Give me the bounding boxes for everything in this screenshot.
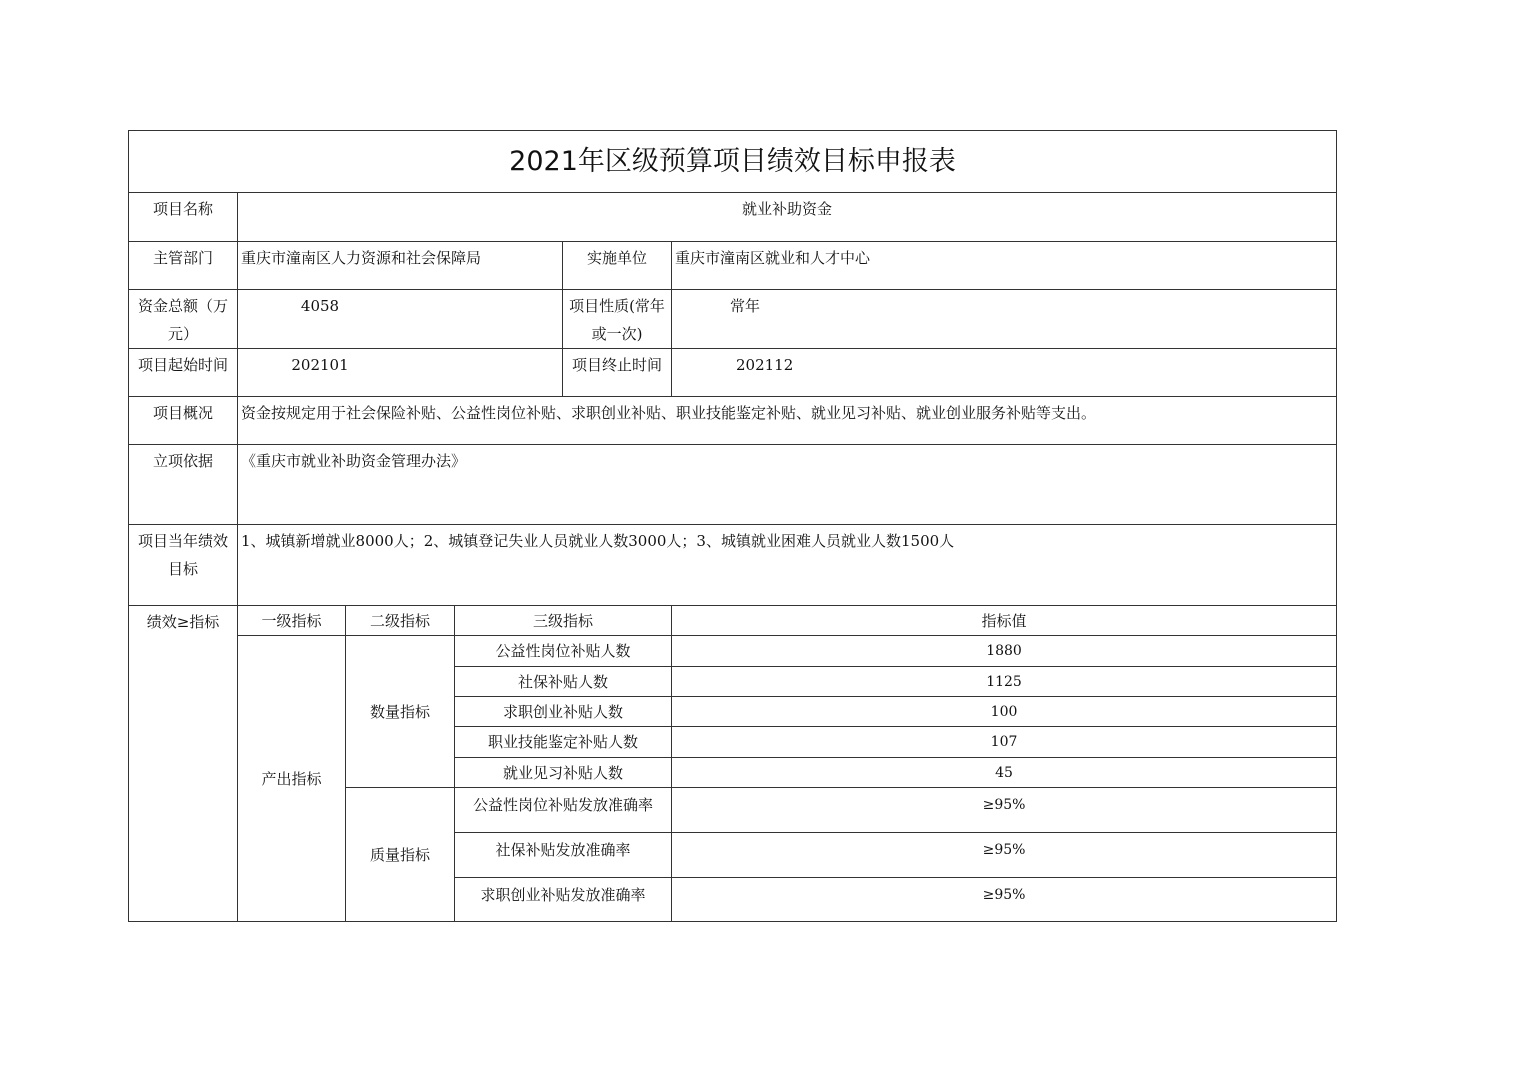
end-time-label: 项目终止时间 [563, 349, 672, 397]
indicator-value: 1880 [672, 636, 1337, 667]
funds-label [129, 290, 238, 349]
nature-label [563, 290, 672, 349]
annual-target-label [129, 525, 238, 606]
start-time-value: 202101 [238, 349, 563, 397]
indicator-name: 社保补贴发放准确率 [455, 833, 672, 878]
basis-value: 《重庆市就业补助资金管理办法》 [238, 445, 1337, 525]
indicator-value: ≥95% [672, 788, 1337, 833]
dept-label: 主管部门 [129, 242, 238, 290]
overview-value: 资金按规定用于社会保险补贴、公益性岗位补贴、求职创业补贴、职业技能鉴定补贴、就业见习补贴、就业创业服务补贴等支出。 [238, 397, 1337, 445]
indicator-value: 100 [672, 697, 1337, 727]
project-name-label: 项目名称 [129, 193, 238, 242]
indicator-name: 求职创业补贴人数 [455, 697, 672, 727]
dept-value: 重庆市潼南区人力资源和社会保障局 [238, 242, 563, 290]
nature-label-line2: 或一次) [591, 325, 643, 343]
indicator-value: 1125 [672, 667, 1337, 697]
level2-quantity: 数量指标 [346, 636, 455, 788]
level2-quality: 质量指标 [346, 788, 455, 922]
indicator-value: 107 [672, 727, 1337, 758]
header-value: 指标值 [672, 606, 1337, 636]
indicator-value: ≥95% [672, 878, 1337, 922]
header-level2: 二级指标 [346, 606, 455, 636]
level1-output: 产出指标 [238, 636, 346, 922]
indicator-name: 公益性岗位补贴人数 [455, 636, 672, 667]
indicator-name: 职业技能鉴定补贴人数 [455, 727, 672, 758]
funds-value: 4058 [238, 290, 563, 349]
funds-label-line2: 元） [167, 325, 198, 343]
indicator-value: 45 [672, 758, 1337, 788]
indicator-name: 公益性岗位补贴发放准确率 [455, 788, 672, 833]
impl-unit-value: 重庆市潼南区就业和人才中心 [672, 242, 1337, 290]
impl-unit-label: 实施单位 [563, 242, 672, 290]
annual-target-label-line1: 项目当年绩效 [137, 532, 228, 550]
header-level3: 三级指标 [455, 606, 672, 636]
nature-label-line1: 项目性质(常年 [569, 297, 665, 315]
overview-label: 项目概况 [129, 397, 238, 445]
indicator-value: ≥95% [672, 833, 1337, 878]
end-time-value: 202112 [672, 349, 1337, 397]
project-name-value: 就业补助资金 [238, 193, 1337, 242]
header-level1: 一级指标 [238, 606, 346, 636]
indicator-section-label: 绩效≥指标 [129, 606, 238, 922]
indicator-name: 求职创业补贴发放准确率 [455, 878, 672, 922]
basis-label: 立项依据 [129, 445, 238, 525]
indicator-name: 就业见习补贴人数 [455, 758, 672, 788]
annual-target-label-line2: 目标 [167, 560, 198, 578]
start-time-label: 项目起始时间 [129, 349, 238, 397]
performance-target-table [128, 130, 1337, 922]
nature-value: 常年 [672, 290, 1337, 349]
indicator-name: 社保补贴人数 [455, 667, 672, 697]
page-title: 2021年区级预算项目绩效目标申报表 [129, 131, 1337, 193]
funds-label-line1: 资金总额（万 [137, 297, 228, 315]
annual-target-value: 1、城镇新增就业8000人；2、城镇登记失业人员就业人数3000人；3、城镇就业困难人员就业人数1500人 [238, 525, 1337, 606]
